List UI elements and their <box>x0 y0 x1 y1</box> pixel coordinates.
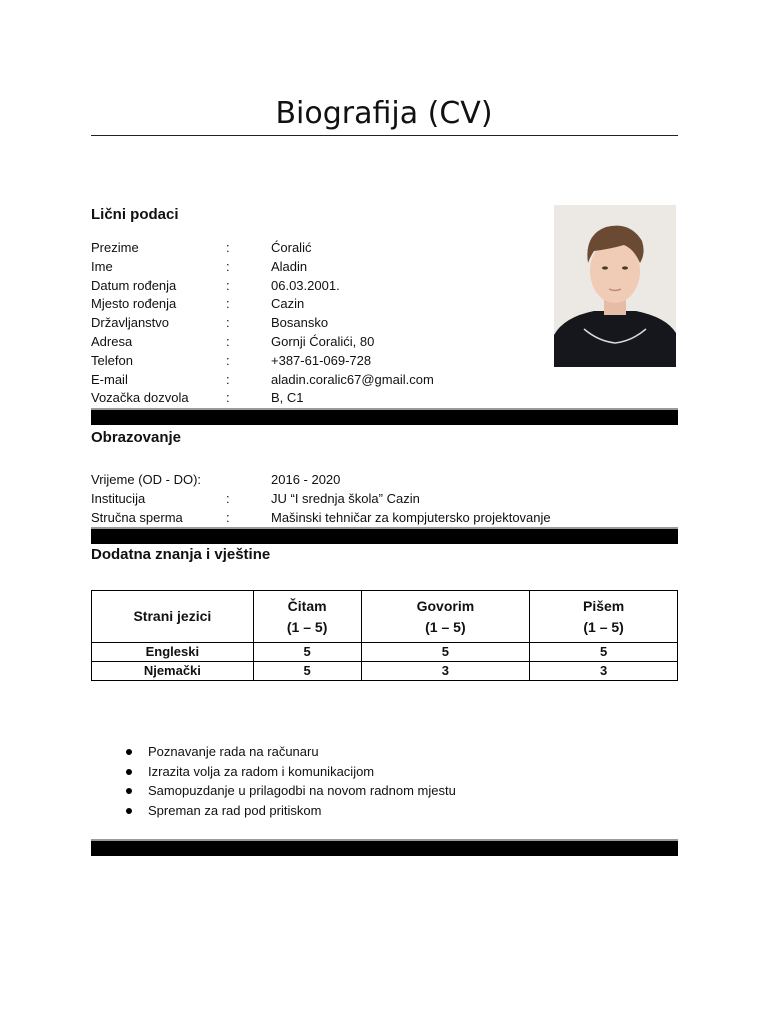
list-item: Samopuzdanje u prilagodbi na novom radnom mjestu <box>124 781 456 801</box>
personal-row-surname <box>91 239 561 258</box>
personal-row-email <box>91 371 561 390</box>
profile-photo <box>554 205 676 367</box>
section-divider-bar <box>91 527 678 544</box>
field-value: B, C1 <box>271 390 304 406</box>
table-header-languages: Strani jezici <box>92 591 254 643</box>
field-colon: : <box>226 352 230 368</box>
title-divider <box>91 135 678 136</box>
bullet-icon <box>126 769 132 775</box>
section-heading-skills: Dodatna znanja i vještine <box>91 546 271 563</box>
section-heading-personal: Lični podaci <box>91 206 179 223</box>
bullet-icon <box>126 808 132 814</box>
table-row <box>92 662 678 681</box>
field-value: aladin.coralic67@gmail.com <box>271 371 434 387</box>
table-cell: 5 <box>253 643 361 662</box>
language-skills-table <box>91 590 678 681</box>
field-colon: : <box>226 371 230 387</box>
table-cell: 5 <box>361 643 530 662</box>
page-title: Biografija (CV) <box>275 96 493 131</box>
personal-data-list <box>91 239 561 408</box>
list-item: Poznavanje rada na računaru <box>124 742 456 762</box>
education-row-institution <box>91 490 651 509</box>
field-value: JU “I srednja škola” Cazin <box>271 490 420 506</box>
personal-row-citizenship <box>91 314 561 333</box>
field-label: Adresa <box>91 333 133 349</box>
field-value: +387-61-069-728 <box>271 352 372 368</box>
field-value: Gornji Ćoralići, 80 <box>271 333 375 349</box>
table-cell-language: Engleski <box>92 643 254 662</box>
personal-row-license <box>91 389 561 408</box>
personal-row-birthdate <box>91 277 561 296</box>
table-cell-language: Njemački <box>92 662 254 681</box>
education-row-qualification <box>91 509 651 528</box>
field-colon: : <box>226 240 230 255</box>
portrait-image <box>554 205 676 367</box>
field-label: Datum rođenja <box>91 277 177 293</box>
field-value: 06.03.2001. <box>271 277 340 293</box>
personal-row-address <box>91 333 561 352</box>
field-label: Mjesto rođenja <box>91 296 177 312</box>
field-label: Državljanstvo <box>91 315 170 331</box>
field-label: Stručna sperma <box>91 509 183 525</box>
personal-row-birthplace <box>91 295 561 314</box>
field-label: Prezime <box>91 240 139 255</box>
field-label: E-mail <box>91 371 128 387</box>
section-divider-bar <box>91 408 678 425</box>
field-colon: : <box>226 390 230 406</box>
table-cell: 3 <box>530 662 678 681</box>
table-header-reading: Čitam (1 – 5) <box>253 591 361 643</box>
list-item: Spreman za rad pod pritiskom <box>124 801 456 821</box>
skills-bullet-list <box>124 742 456 820</box>
field-label: Vrijeme (OD - DO): <box>91 472 202 487</box>
field-colon: : <box>226 490 230 506</box>
personal-row-name <box>91 258 561 277</box>
table-header-row <box>92 591 678 643</box>
field-label: Institucija <box>91 490 146 506</box>
table-row <box>92 643 678 662</box>
education-row-period <box>91 471 651 490</box>
table-cell: 5 <box>530 643 678 662</box>
field-value: 2016 - 2020 <box>271 472 341 487</box>
field-colon: : <box>226 277 230 293</box>
field-label: Ime <box>91 258 113 274</box>
field-colon: : <box>226 333 230 349</box>
table-cell: 5 <box>253 662 361 681</box>
field-value: Mašinski tehničar za kompjutersko projektovanje <box>271 509 551 525</box>
bullet-icon <box>126 749 132 755</box>
education-list <box>91 471 651 527</box>
section-heading-education: Obrazovanje <box>91 429 182 446</box>
table-cell: 3 <box>361 662 530 681</box>
personal-row-phone <box>91 352 561 371</box>
list-item: Izrazita volja za radom i komunikacijom <box>124 762 456 782</box>
table-header-writing: Pišem (1 – 5) <box>530 591 678 643</box>
field-value: Cazin <box>271 296 305 312</box>
table-header-speaking: Govorim (1 – 5) <box>361 591 530 643</box>
field-value: Aladin <box>271 258 308 274</box>
field-colon: : <box>226 315 230 331</box>
field-label: Telefon <box>91 352 133 368</box>
field-colon: : <box>226 296 230 312</box>
field-label: Vozačka dozvola <box>91 390 189 406</box>
section-divider-bar <box>91 839 678 856</box>
field-value: Ćoralić <box>271 240 312 255</box>
field-value: Bosansko <box>271 315 329 331</box>
bullet-icon <box>126 788 132 794</box>
field-colon: : <box>226 509 230 525</box>
field-colon: : <box>226 258 230 274</box>
